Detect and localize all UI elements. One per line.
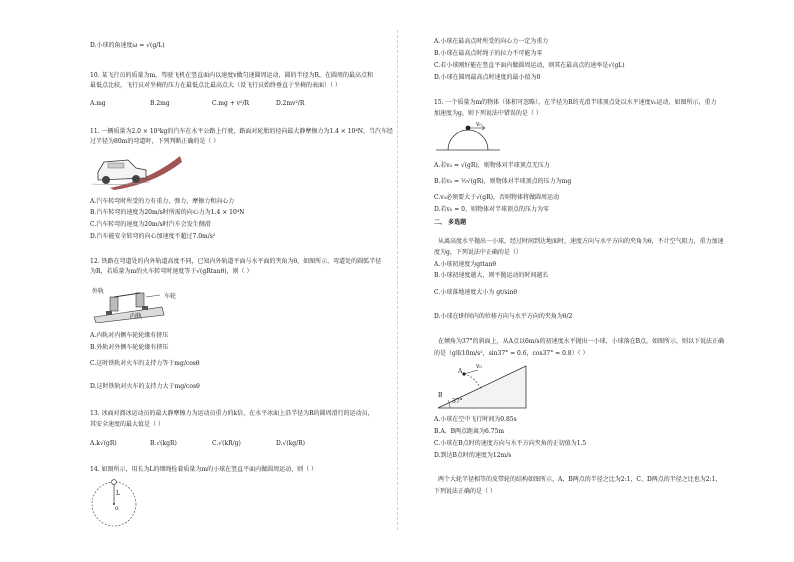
q17-option-a: A.小球在空中飞行时间为0.85s [434, 416, 517, 423]
q12-option-c: C.这时铁轨对火车的支持力等于mg/cosθ [90, 360, 200, 367]
q13-option-c: C.√(kR/g) [212, 440, 241, 447]
q15-option-b: B.若v₀ = ½√(gR)，则物体对半球顶点的压力为mg [434, 178, 572, 185]
q10-option-b: B.2mg [150, 100, 170, 107]
q11-option-d: D.汽车能安全转弯的向心加速度不超过7.0m/s² [90, 233, 216, 240]
section-multiple-choice: 二、 多选题 [434, 219, 467, 226]
q17-option-b: B.A、B两点距离为6.75m [434, 428, 505, 435]
q16-option-a: A.小球初速度为gttanθ [434, 261, 496, 268]
q12-stem-line2: 为R，若质量为m的火车转弯时速度等于√(gRtanθ)，则（ ） [90, 268, 253, 275]
q12-option-a: A.内轨对内侧车轮轮缘有挤压 [90, 332, 169, 339]
q9-option-d: D.小球的角速度ω = √(g/L) [90, 42, 165, 49]
q15-stem-line2: 加速度为g，则下列说法中错误的是（ ） [434, 110, 542, 117]
q14-option-d: D.小球在圆周最高点时速度的最小值为0 [434, 74, 541, 81]
hemisphere-label-v0: v₀ [476, 121, 482, 128]
q11-option-a: A.汽车转弯时所受的力有重力、弹力、摩擦力和向心力 [90, 198, 235, 205]
q11-option-c: C.汽车转弯的速度为20m/s时汽车会发生侧滑 [90, 221, 211, 228]
rail-label-outer: 外轨 [92, 288, 105, 295]
incline-label-v0: v₀ [476, 363, 482, 370]
q12-option-b: B.外轨对外侧车轮轮缘有挤压 [90, 344, 169, 351]
q16-option-b: B.小球初速度越大，则平抛运动的时间越长 [434, 272, 549, 279]
car-figure [90, 150, 182, 190]
incline-label-b: B [438, 392, 443, 399]
q18-stem-line2: 下列说法正确的是（ ） [434, 488, 496, 495]
circle-label-l: L [116, 490, 120, 497]
hemisphere-figure [434, 118, 504, 152]
q16-stem-line2: 度为g，下列说法中正确的是（） [434, 249, 522, 256]
incline-label-angle: 37° [452, 398, 463, 405]
q17-option-d: D.到达B点时的速度为12m/s [434, 452, 512, 459]
q14-option-c: C.若小球刚好能在竖直平面内做圆周运动，则其在最高点的速率是√(gL) [434, 62, 625, 69]
q15-option-d: D.若v₀ = 0，则物体对半球顶点的压力为零 [434, 206, 549, 213]
q14-option-b: B.小球在最高点时绳子的拉力不可能为零 [434, 50, 543, 57]
q10-stem-line2: 最低点比较，飞行员对坐椅的压力在最低点比最高点大（设飞行员始终垂直于坐椅的表面）（ ） [90, 82, 341, 89]
circle-label-o: o [115, 505, 119, 512]
q16-stem-line1: 从离高度水平抛出一小球，经过时间到达地面时，速度方向与水平方向的夹角为θ，不计空气阻力，重力加速 [438, 238, 724, 245]
q13-stem-line2: 其安全速度的最大值是（ ） [90, 421, 164, 428]
q18-stem-line1: 两个大轮半径相等的皮带轮的结构如图所示，A、B两点的半径之比为2:1，C、D两点的半径之比也为2:1， [438, 476, 722, 483]
left-column [90, 0, 394, 562]
q13-option-d: D.√(kg/R) [276, 440, 306, 447]
right-column [434, 0, 779, 562]
q14-option-a: A.小球在最高点时所受的向心力一定为重力 [434, 38, 549, 45]
q17-option-c: C.小球在B点时的速度方向与水平方向夹角的正切值为1.5 [434, 440, 587, 447]
incline-figure [434, 362, 530, 410]
q17-stem-line2: 的是（g取10m/s²，sin37° = 0.6，cos37° = 0.8）（ ） [434, 350, 589, 357]
q10-option-d: D.2mv²/R [276, 100, 305, 107]
q15-stem-line1: 15. 一个质量为m的物体（体积可忽略），在半径为R的光滑半球顶点处以水平速度v₀运动，如图所示，重力 [434, 99, 717, 106]
q14-stem: 14. 如图所示，用长为L的细绳拴着质量为m的小球在竖直平面内做圆周运动，则（ ） [90, 466, 318, 473]
q15-option-c: C.v₀必须要大于√(gR)，否则物体将做圆周运动 [434, 194, 559, 201]
q16-option-c: C.小球落地速度大小为 gt/sinθ [434, 289, 517, 296]
q13-stem-line1: 13. 冰面对溜冰运动员的最大静摩擦力为运动员重力的k倍，在水平冰面上沿半径为R的圆周滑行的运动员， [90, 410, 374, 417]
incline-label-a: A [458, 368, 463, 375]
q11-option-b: B.汽车转弯的速度为20m/s时所需的向心力为1.4 × 10⁴N [90, 209, 245, 216]
column-separator [397, 30, 398, 530]
q17-stem-line1: 在倾角为37°的斜面上，从A点以6m/s的初速度水平抛出一小球，小球落在B点，如图所示，则以下说法正确 [438, 338, 724, 345]
q11-stem-line2: 过半径为80m的弯道时，下列判断正确的是（ ） [90, 138, 220, 145]
q10-option-c: C.mg + v²/R [212, 100, 249, 107]
q13-option-b: B.√(kgR) [150, 440, 177, 447]
q13-option-a: A.k√(gR) [90, 440, 117, 447]
circle-figure [90, 478, 140, 530]
q10-option-a: A.mg [90, 100, 106, 107]
q12-stem-line1: 12. 铁路在弯道处的内外轨道高度不同，已知内外轨道平面与水平面的夹角为θ，如图所示，弯道处的圆弧半径 [90, 258, 382, 265]
rail-label-wheel: 车轮 [164, 293, 177, 300]
q12-option-d: D.这时铁轨对火车的支持力大于mg/cosθ [90, 383, 200, 390]
rail-label-inner: 内轨 [130, 313, 143, 320]
q15-option-a: A.若v₀ = √(gR)，则物体对半球顶点无压力 [434, 162, 550, 169]
q11-stem-line1: 11. 一辆质量为2.0 × 10³kg的汽车在水平公路上行驶，路面对轮胎的径向最大静摩擦力为1.4 × 10⁴N，当汽车经 [90, 128, 394, 135]
q16-option-d: D.小球在t时间内的位移方向与水平方向的夹角为θ/2 [434, 313, 573, 320]
q10-stem-line1: 10. 某飞行员的质量为m，驾驶飞机在竖直面内以速度v做匀速圆周运动，圆的半径为R，在圆周的最高点和 [90, 72, 374, 79]
